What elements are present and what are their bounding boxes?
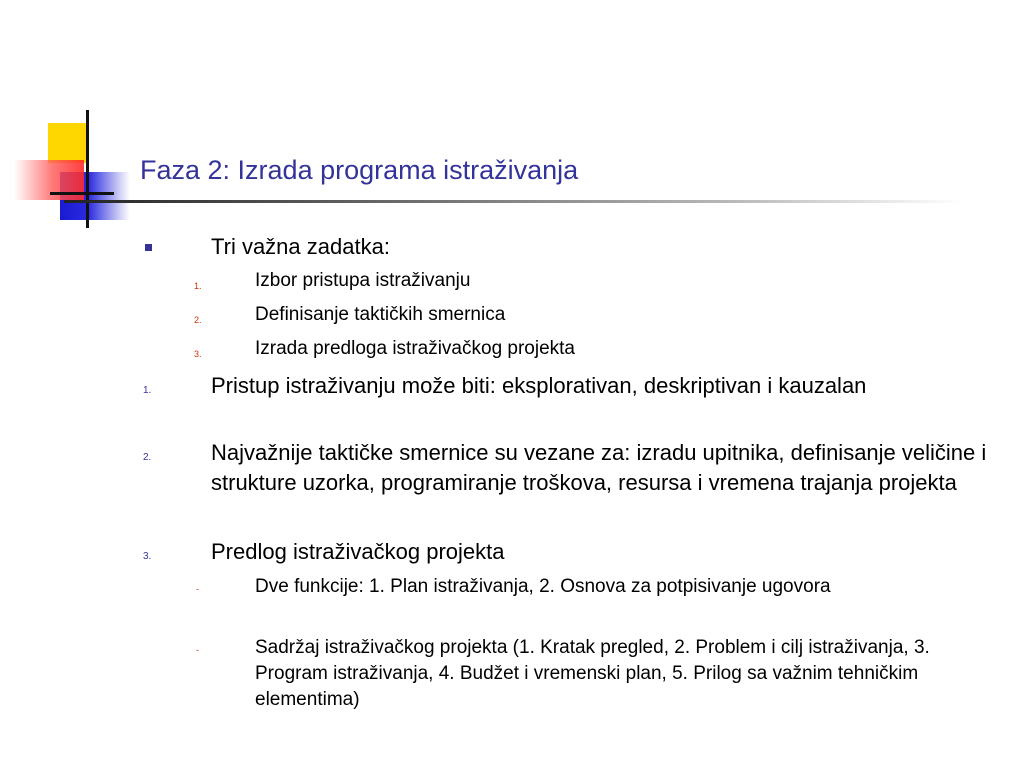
list-marker: 3.: [143, 551, 152, 562]
list-item: Najvažnije taktičke smernice su vezane za: izradu upitnika, definisanje veličine i strukture uzorka, programiranje troškova, resursa i vremena trajanja projekta: [211, 440, 987, 495]
list-item: Pristup istraživanju može biti: eksplorativan, deskriptivan i kauzalan: [211, 373, 867, 398]
sub-list-marker: -: [196, 584, 199, 594]
list-item: Predlog istraživačkog projekta: [211, 539, 505, 564]
decorative-squares-logo: [0, 0, 140, 240]
bullet-text: Tri važna zadatka:: [211, 234, 390, 259]
list-marker: 2.: [143, 452, 152, 463]
sub-list-marker: 1.: [194, 281, 202, 291]
sub-list-item: Definisanje taktičkih smernica: [255, 304, 506, 325]
slide-title: Faza 2: Izrada programa istraživanja: [140, 155, 579, 185]
title-underline: [64, 200, 964, 203]
sub-list-item: Izbor pristupa istraživanju: [255, 270, 471, 291]
logo-vertical-line: [86, 110, 89, 228]
sub-list-item: Izrada predloga istraživačkog projekta: [255, 338, 576, 359]
logo-yellow-square: [48, 123, 86, 163]
square-bullet-icon: [145, 244, 152, 251]
logo-horizontal-line: [50, 192, 114, 195]
sub-list-marker: 3.: [194, 349, 202, 359]
sub-list-marker: -: [196, 645, 199, 655]
sub-list-marker: 2.: [194, 315, 202, 325]
sub-list-item: Dve funkcije: 1. Plan istraživanja, 2. Osnova za potpisivanje ugovora: [255, 576, 831, 597]
sub-list-item: Sadržaj istraživačkog projekta (1. Kratak pregled, 2. Problem i cilj istraživanja, 3. Program istraživanja, 4. Budžet i vremenski plan, 5. Prilog sa važnim tehničkim elementima): [255, 637, 930, 710]
list-marker: 1.: [143, 385, 152, 396]
